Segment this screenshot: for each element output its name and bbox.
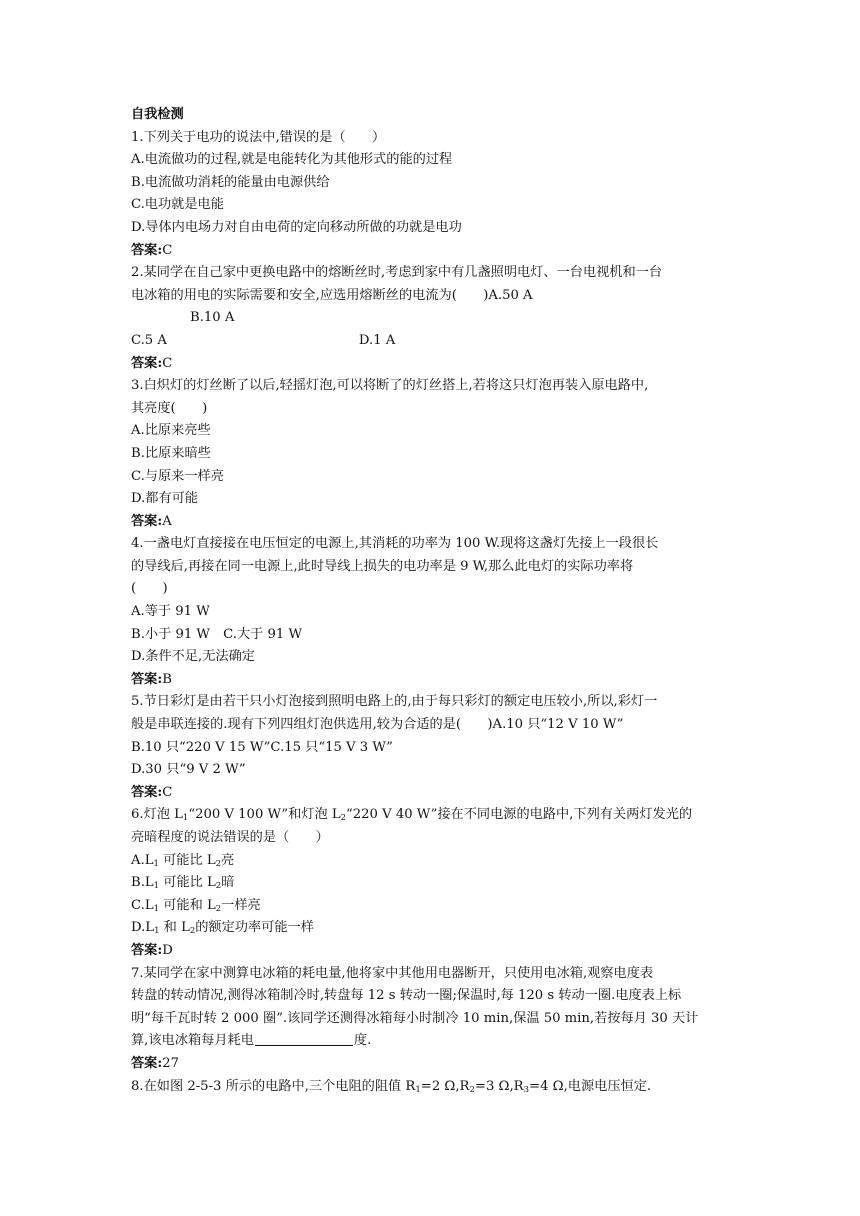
question-2-option-cd-line <box>131 330 741 353</box>
symbol-l: L <box>174 807 183 823</box>
subscript: 2 <box>215 881 222 892</box>
text-segment: 算,该电冰箱每月耗电 <box>131 1033 254 1049</box>
answer-value: C <box>162 784 173 800</box>
subscript: 1 <box>154 926 160 937</box>
question-3-stem-line-2: 其亮度( ) <box>131 400 208 416</box>
question-1-option-a: A.电流做功的过程,就是电能转化为其他形式的能的过程 <box>131 152 453 168</box>
symbol-l: L <box>206 852 216 868</box>
text-segment: 8.在如图 2-5-3 所示的电路中,三个电阻的阻值 R <box>131 1078 416 1094</box>
subscript: 2 <box>469 1084 475 1095</box>
question-6-answer <box>131 940 741 963</box>
answer-value: C <box>162 355 173 371</box>
question-7-stem-line-2: 转盘的转动情况,测得冰箱制冷时,转盘每 12 s 转动一圈;保温时,每 120 s 转动一圈.电度表上标 <box>131 988 682 1004</box>
question-2-option-b: B.10 A <box>190 310 235 326</box>
subscript: 1 <box>415 1084 421 1095</box>
question-4-answer <box>131 669 741 692</box>
text-segment: 可能和 <box>159 897 207 913</box>
question-6-option-c <box>131 895 741 918</box>
answer-value: C <box>162 242 173 258</box>
subscript: 2 <box>189 926 196 937</box>
question-3-answer <box>131 511 741 534</box>
subscript: 1 <box>153 903 159 914</box>
text-segment: C. <box>131 897 145 913</box>
question-7-stem-line-1: 7.某同学在家中测算电冰箱的耗电量,他将家中其他用电器断开，只使用电冰箱,观察电度表 <box>131 965 654 981</box>
question-8-stem <box>131 1076 741 1099</box>
question-5-option-d: D.30 只“9 V 2 W” <box>131 762 246 778</box>
question-5-stem-line-1: 5.节日彩灯是由若干只小灯泡接到照明电路上的,由于每只彩灯的额定电压较小,所以,彩灯一 <box>131 694 658 710</box>
question-4-stem-line-3: ( ) <box>131 581 168 597</box>
question-2-stem-line-1: 2.某同学在自己家中更换电路中的熔断丝时,考虑到家中有几盏照明电灯、一台电视机和一台 <box>131 265 663 281</box>
answer-label: 答案: <box>131 784 163 800</box>
subscript: 1 <box>153 858 159 869</box>
answer-label: 答案: <box>131 513 163 529</box>
question-1-stem: 1.下列关于电功的说法中,错误的是（ ） <box>131 129 386 145</box>
question-3-option-c: C.与原来一样亮 <box>131 468 224 484</box>
question-1-option-b: B.电流做功消耗的能量由电源供给 <box>131 174 330 190</box>
question-5-stem-line-2: 般是串联连接的.现有下列四组灯泡供选用,较为合适的是( )A.10 只“12 V 10 W” <box>131 717 624 733</box>
symbol-l: L <box>144 897 154 913</box>
answer-label: 答案: <box>131 242 163 258</box>
subscript: 2 <box>340 813 347 824</box>
question-6-option-b <box>131 872 741 895</box>
question-6-option-a <box>131 850 741 873</box>
question-6-option-d <box>131 917 741 940</box>
question-1-option-c: C.电功就是电能 <box>131 197 224 213</box>
text-segment: “220 V 40 W”接在不同电源的电路中,下列有关两灯发光的 <box>346 807 693 823</box>
symbol-l: L <box>181 920 190 936</box>
question-4-option-d: D.条件不足,无法确定 <box>131 649 255 665</box>
question-2-option-d: D.1 A <box>358 332 396 348</box>
question-4-stem-line-2: 的导线后,再接在同一电源上,此时导线上损失的电功率是 9 W,那么此电灯的实际功率将 <box>131 558 634 574</box>
question-1-answer <box>131 240 741 263</box>
text-segment: B. <box>131 875 145 891</box>
subscript: 2 <box>215 858 222 869</box>
text-segment: 可能比 <box>158 852 207 868</box>
text-segment: 亮 <box>221 852 235 868</box>
exercise-content <box>131 104 741 1098</box>
question-5-option-bc: B.10 只“220 V 15 W”C.15 只“15 V 3 W” <box>131 739 393 755</box>
answer-label: 答案: <box>131 942 163 958</box>
answer-label: 答案: <box>131 1055 163 1071</box>
answer-value: B <box>162 671 172 687</box>
symbol-l: L <box>206 897 216 913</box>
question-2-option-c: C.5 A <box>131 332 167 348</box>
question-3-option-d: D.都有可能 <box>131 491 199 507</box>
fill-in-blank <box>255 1031 353 1046</box>
subscript: 1 <box>153 881 160 892</box>
text-segment: 和 <box>159 920 182 936</box>
subscript: 2 <box>215 903 222 914</box>
answer-value: 27 <box>162 1055 180 1071</box>
question-2-answer <box>131 353 741 376</box>
question-6-stem-line-2: 亮暗程度的说法错误的是（ ） <box>131 830 329 845</box>
answer-label: 答案: <box>131 671 163 687</box>
text-segment: =4 Ω,电源电压恒定. <box>529 1078 652 1094</box>
question-7-stem-line-4 <box>131 1030 741 1053</box>
section-title: 自我检测 <box>131 107 184 122</box>
symbol-l: L <box>207 875 216 891</box>
subscript: 3 <box>523 1084 530 1095</box>
question-3-option-a: A.比原来亮些 <box>131 423 211 439</box>
text-segment: 的额定功率可能一样 <box>195 920 314 936</box>
question-7-stem-line-3: 明“每千瓦时转 2 000 圈”.该同学还测得冰箱每小时制冷 10 min,保温 50 min,若按每月 30 天计 <box>131 1010 699 1026</box>
question-5-answer <box>131 782 741 805</box>
question-3-stem-line-1: 3.白炽灯的灯丝断了以后,轻摇灯泡,可以将断了的灯丝搭上,若将这只灯泡再装入原电路中, <box>131 378 649 394</box>
text-segment: 6.灯泡 <box>131 807 175 823</box>
question-4-option-bc: B.小于 91 W C.大于 91 W <box>131 626 303 642</box>
text-segment: 度. <box>353 1033 372 1049</box>
question-1-option-d: D.导体内电场力对自由电荷的定向移动所做的功就是电功 <box>131 219 462 235</box>
question-2-stem-line-2: 电冰箱的用电的实际需要和安全,应选用熔断丝的电流为( )A.50 A <box>131 287 533 303</box>
answer-value: D <box>162 942 173 958</box>
question-7-answer <box>131 1053 741 1076</box>
question-4-option-a: A.等于 91 W <box>131 604 210 620</box>
text-segment: “200 V 100 W”和灯泡 <box>188 807 332 823</box>
answer-label: 答案: <box>131 355 163 371</box>
subscript: 1 <box>182 813 189 824</box>
text-segment: 暗 <box>221 875 235 891</box>
text-segment: 可能比 <box>159 875 208 891</box>
text-segment: =2 Ω,R <box>420 1078 470 1094</box>
question-3-option-b: B.比原来暗些 <box>131 445 211 461</box>
question-2-option-b-line <box>131 307 741 330</box>
symbol-l: L <box>144 875 154 891</box>
text-segment: =3 Ω,R <box>474 1078 524 1094</box>
symbol-l: L <box>331 807 341 823</box>
question-4-stem-line-1: 4.一盏电灯直接接在电压恒定的电源上,其消耗的功率为 100 W.现将这盏灯先接上一段很长 <box>131 536 659 552</box>
question-6-stem-line-1 <box>131 804 741 827</box>
text-segment: 一样亮 <box>221 897 261 913</box>
symbol-l: L <box>144 852 154 868</box>
text-segment: D. <box>131 920 146 936</box>
text-segment: A. <box>131 852 145 868</box>
answer-value: A <box>162 513 172 529</box>
symbol-l: L <box>145 920 155 936</box>
